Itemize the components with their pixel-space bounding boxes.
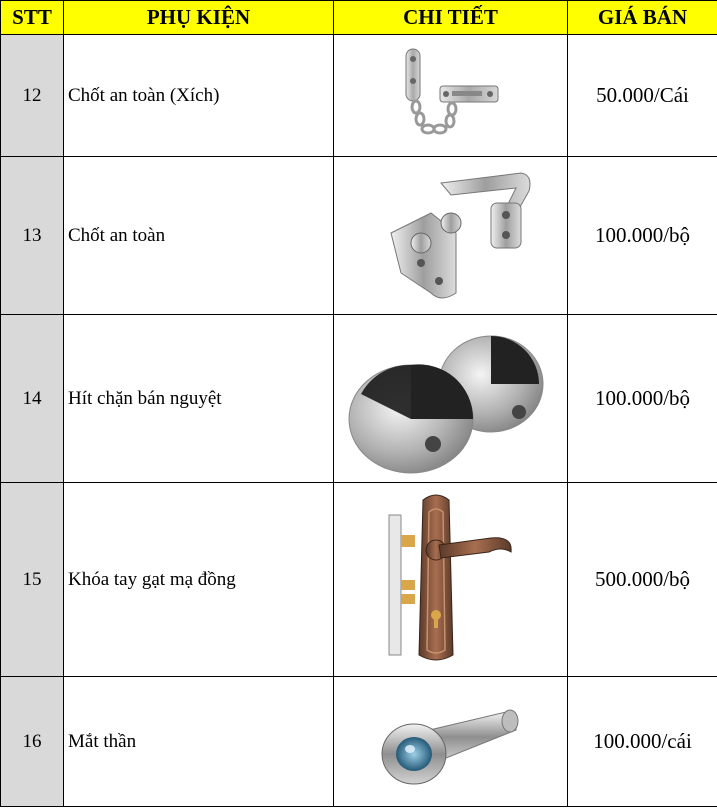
table-row [1, 315, 717, 483]
header-detail: CHI TIẾT [334, 1, 568, 35]
header-stt: STT [1, 1, 64, 35]
copper-lever-lock-icon [381, 490, 521, 670]
accessory-image [334, 677, 568, 807]
swing-bar-door-guard-icon [361, 163, 541, 308]
table-row [1, 483, 717, 677]
row-number: 15 [1, 483, 64, 677]
row-number: 14 [1, 315, 64, 483]
price: 100.000/cái [568, 677, 717, 807]
accessory-name: Khóa tay gạt mạ đồng [64, 483, 334, 677]
accessory-name: Chốt an toàn [64, 157, 334, 315]
price: 500.000/bộ [568, 483, 717, 677]
half-moon-door-stop-icon [341, 324, 561, 474]
price: 100.000/bộ [568, 315, 717, 483]
table-row [1, 35, 717, 157]
accessory-name: Chốt an toàn (Xích) [64, 35, 334, 157]
accessory-name: Mắt thần [64, 677, 334, 807]
row-number: 16 [1, 677, 64, 807]
header-price: GIÁ BÁN [568, 1, 717, 35]
chain-door-guard-icon [386, 41, 516, 151]
header-accessory: PHỤ KIỆN [64, 1, 334, 35]
accessory-image [334, 35, 568, 157]
row-number: 12 [1, 35, 64, 157]
door-viewer-icon [366, 692, 536, 792]
table-row [1, 677, 717, 807]
accessory-name: Hít chặn bán nguyệt [64, 315, 334, 483]
header-row [1, 1, 717, 35]
table-row [1, 157, 717, 315]
price: 100.000/bộ [568, 157, 717, 315]
price: 50.000/Cái [568, 35, 717, 157]
accessory-image [334, 157, 568, 315]
accessory-image [334, 483, 568, 677]
row-number: 13 [1, 157, 64, 315]
accessory-image [334, 315, 568, 483]
